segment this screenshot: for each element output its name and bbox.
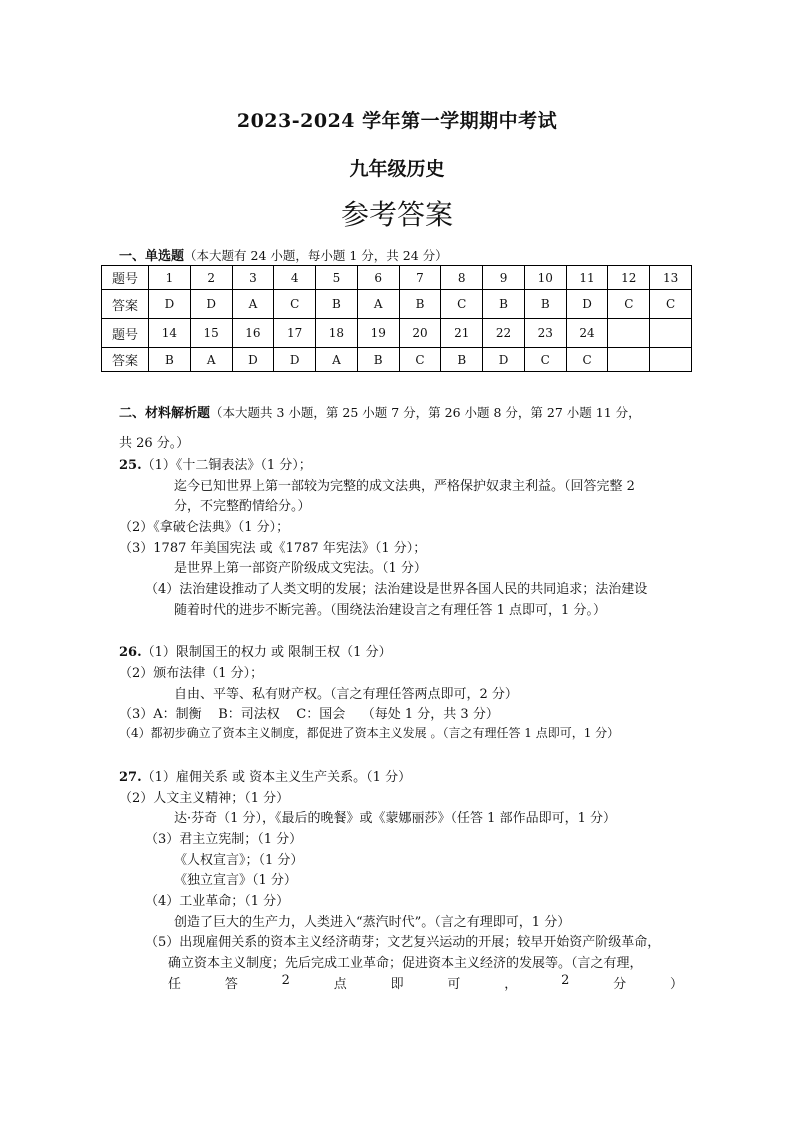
label-qnum: 题号: [102, 319, 149, 348]
table-cell: [650, 319, 692, 348]
table-cell: D: [232, 348, 274, 372]
table-cell: 11: [566, 266, 608, 290]
section2-heading-line: [119, 402, 641, 421]
table-cell: D: [149, 290, 191, 319]
q27-word: 分: [613, 977, 627, 992]
table-row-answer-1: [102, 290, 692, 319]
q26-line-4: （3）A：制衡 B：司法权 C：国会 （每处 1 分，共 3 分）: [119, 707, 499, 722]
q27-line-4: （3）君主立宪制；（1 分）: [145, 832, 303, 847]
q27-line-7: （4）工业革命；（1 分）: [145, 894, 290, 909]
table-cell: [650, 348, 692, 372]
table-cell: A: [316, 348, 358, 372]
q26-line-1: [119, 641, 392, 660]
table-cell: [608, 319, 650, 348]
q25-text-1: （1）《十二铜表法》（1 分）；: [141, 458, 312, 473]
subject-title: 九年级历史: [349, 158, 445, 180]
section2-note: （本大题共 3 小题，第 25 小题 7 分，第 26 小题 8 分，第 27 小题 11 分，: [210, 405, 641, 420]
q26-line-5: （4）都初步确立了资本主义制度，都促进了资本主义发展 。（言之有理任答 1 点即可，1 分）: [119, 726, 620, 740]
table-row-qnum-1: [102, 266, 692, 290]
q27-word: 2: [281, 973, 290, 988]
table-cell: C: [274, 290, 316, 319]
table-cell: 17: [274, 319, 316, 348]
table-cell: 13: [650, 266, 692, 290]
exam-title: 2023-2024 学年第一学期期中考试: [236, 110, 558, 132]
table-cell: 5: [316, 266, 358, 290]
q27-word: 2: [561, 973, 570, 988]
q25-line-1: [119, 454, 312, 473]
section1-heading: 一、单选题: [119, 249, 185, 264]
table-cell: 12: [608, 266, 650, 290]
table-cell: 22: [483, 319, 525, 348]
table-cell: B: [399, 290, 441, 319]
q27-word: 可: [447, 977, 461, 992]
q27-line-9: （5）出现雇佣关系的资本主义经济萌芽；文艺复兴运动的开展；较早开始资产阶级革命，: [145, 935, 661, 950]
q27-line-11-spread: [168, 973, 683, 992]
section1-note: （本大题有 24 小题，每小题 1 分，共 24 分）: [184, 248, 448, 263]
table-cell: 15: [190, 319, 232, 348]
table-cell: D: [566, 290, 608, 319]
table-cell: C: [566, 348, 608, 372]
table-cell: 1: [149, 266, 191, 290]
table-cell: A: [232, 290, 274, 319]
table-cell: C: [650, 290, 692, 319]
table-cell: B: [483, 290, 525, 319]
table-cell: C: [399, 348, 441, 372]
q25-line-3: 分，不完整酌情给分。）: [174, 499, 311, 514]
q26-line-3: 自由、平等、私有财产权。（言之有理任答两点即可，2 分）: [174, 687, 518, 702]
table-cell: 14: [149, 319, 191, 348]
q27-text-1: （1）雇佣关系 或 资本主义生产关系。（1 分）: [141, 770, 412, 785]
table-cell: B: [149, 348, 191, 372]
q25-line-2: 迄今已知世界上第一部较为完整的成文法典，严格保护奴隶主利益。（回答完整 2: [174, 479, 635, 494]
table-cell: B: [441, 348, 483, 372]
table-cell: 23: [524, 319, 566, 348]
q27-word: ，: [504, 977, 518, 992]
q27-line-1: [119, 766, 411, 785]
table-cell: C: [441, 290, 483, 319]
table-cell: 20: [399, 319, 441, 348]
q27-word: 答: [224, 977, 238, 992]
table-cell: [608, 348, 650, 372]
label-qnum: 题号: [102, 266, 149, 290]
q27-line-3: 达·芬奇（1 分），《最后的晚餐》或《蒙娜丽莎》（任答 1 部作品即可，1 分）: [174, 811, 616, 826]
q25-number: 25.: [119, 458, 142, 473]
q27-line-11: [168, 973, 683, 992]
table-cell: 2: [190, 266, 232, 290]
table-cell: D: [274, 348, 316, 372]
q27-number: 27.: [119, 770, 142, 785]
table-row-qnum-2: [102, 319, 692, 348]
section1-heading-line: [119, 245, 448, 264]
q27-word: ）: [669, 977, 683, 992]
table-cell: A: [190, 348, 232, 372]
table-cell: C: [524, 348, 566, 372]
q26-text-1: （1）限制国王的权力 或 限制王权（1 分）: [141, 645, 392, 660]
table-cell: D: [190, 290, 232, 319]
table-cell: 24: [566, 319, 608, 348]
q27-word: 任: [168, 977, 182, 992]
table-cell: 9: [483, 266, 525, 290]
table-cell: 6: [357, 266, 399, 290]
q27-line-8: 创造了巨大的生产力，人类进入“蒸汽时代”。（言之有理即可，1 分）: [174, 915, 571, 930]
table-cell: B: [524, 290, 566, 319]
q27-word: 点: [333, 977, 347, 992]
section2-heading: 二、材料解析题: [119, 406, 211, 421]
table-cell: A: [357, 290, 399, 319]
table-cell: 19: [357, 319, 399, 348]
table-cell: B: [357, 348, 399, 372]
q27-line-6: 《独立宣言》（1 分）: [174, 873, 297, 888]
table-cell: 7: [399, 266, 441, 290]
q25-line-6: 是世界上第一部资产阶级成文宪法。（1 分）: [174, 561, 427, 576]
q26-number: 26.: [119, 645, 142, 660]
q27-line-10: 确立资本主义制度；先后完成工业革命；促进资本主义经济的发展等。（言之有理，: [168, 956, 643, 971]
q25-line-7: （4）法治建设推动了人类文明的发展；法治建设是世界各国人民的共同追求；法治建设: [145, 582, 648, 597]
answer-table: [101, 265, 692, 372]
table-cell: B: [316, 290, 358, 319]
table-cell: 21: [441, 319, 483, 348]
q25-line-4: （2）《拿破仑法典》（1 分）；: [119, 520, 290, 535]
table-cell: 16: [232, 319, 274, 348]
q25-line-8: 随着时代的进步不断完善。（围绕法治建设言之有理任答 1 点即可，1 分。）: [174, 603, 606, 618]
q25-line-5: （3）1787 年美国宪法 或《1787 年宪法》（1 分）；: [119, 541, 427, 556]
section2-note-cont: 共 26 分。）: [119, 436, 190, 451]
table-cell: 18: [316, 319, 358, 348]
q27-line-5: 《人权宣言》；（1 分）: [174, 853, 304, 868]
table-cell: C: [608, 290, 650, 319]
table-cell: 4: [274, 266, 316, 290]
table-cell: D: [483, 348, 525, 372]
table-cell: 10: [524, 266, 566, 290]
q27-word: 即: [390, 977, 404, 992]
q26-line-2: （2）颁布法律（1 分）；: [119, 666, 264, 681]
doc-type-title: 参考答案: [340, 198, 453, 231]
table-cell: 3: [232, 266, 274, 290]
label-answer: 答案: [102, 290, 149, 319]
table-row-answer-2: [102, 348, 692, 372]
label-answer: 答案: [102, 348, 149, 372]
q27-line-2: （2）人文主义精神；（1 分）: [119, 791, 290, 806]
table-cell: 8: [441, 266, 483, 290]
